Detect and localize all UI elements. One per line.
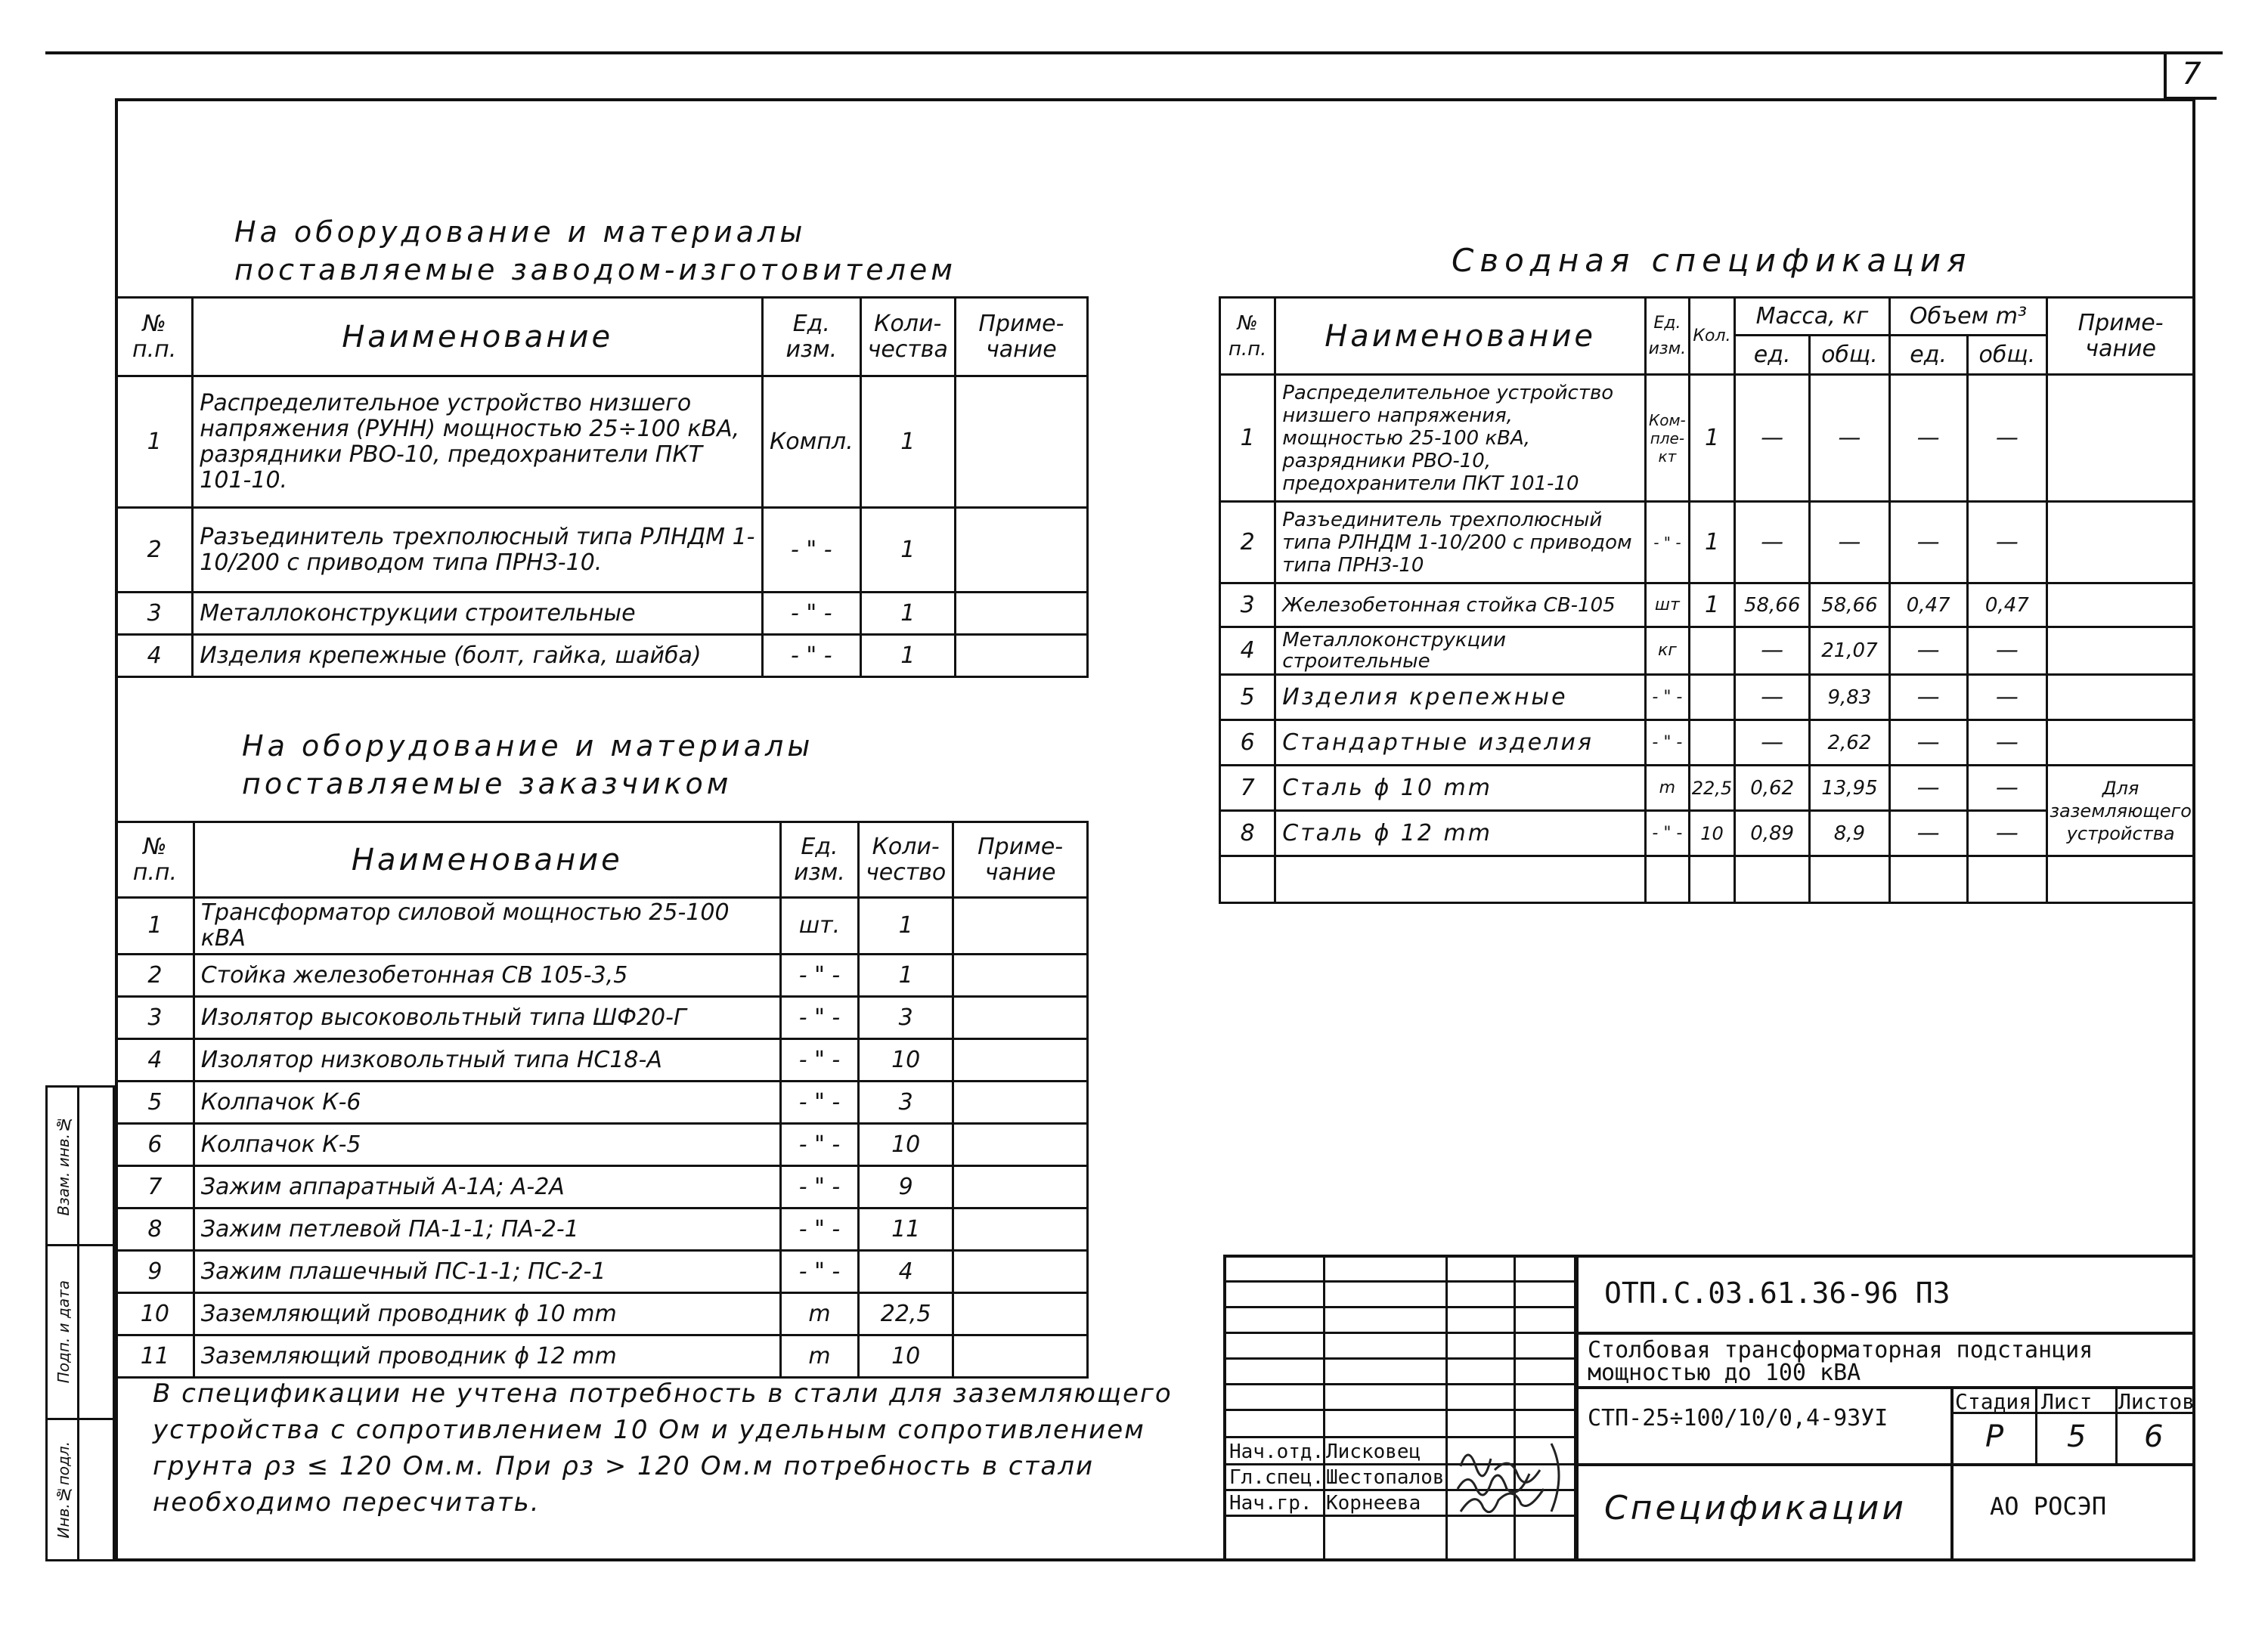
table-row bbox=[1220, 675, 2195, 720]
t1-col-qty: Коли- чества bbox=[860, 298, 955, 376]
t1-cell: 1 bbox=[860, 376, 955, 508]
t1-cell: 1 bbox=[860, 635, 955, 677]
inventory-cell-replace bbox=[48, 1088, 113, 1246]
t3-cell: 22,5 bbox=[1689, 766, 1734, 811]
tb-line bbox=[1576, 1386, 2195, 1389]
t1-cell: - " - bbox=[763, 593, 861, 635]
t1-cell: 1 bbox=[860, 508, 955, 593]
title-block bbox=[1223, 1255, 2195, 1561]
t3-col-mass-unit: ед. bbox=[1735, 336, 1810, 375]
tb-stage-value: Р bbox=[1985, 1419, 2004, 1454]
t3-cell: 7 bbox=[1220, 766, 1275, 811]
t3-cell: Стандартные изделия bbox=[1275, 720, 1646, 766]
table-row bbox=[116, 1335, 1088, 1378]
t2-cell: 10 bbox=[116, 1293, 194, 1335]
tb-divider bbox=[1576, 1258, 1579, 1561]
tb-line bbox=[1576, 1463, 2195, 1466]
t3-cell: — bbox=[1810, 502, 1890, 583]
t2-cell bbox=[953, 1208, 1088, 1251]
tb-stage-label: Стадия bbox=[1955, 1389, 2032, 1414]
t3-cell: - " - bbox=[1646, 675, 1690, 720]
t3-cell: 1 bbox=[1689, 502, 1734, 583]
t2-cell: Зажим петлевой ПА-1-1; ПА-2-1 bbox=[194, 1208, 780, 1251]
t2-cell: 1 bbox=[859, 955, 953, 997]
t3-cell: Разъединитель трехполюсный типа РЛНДМ 1-10/200 с приводом типа ПРНЗ-10 bbox=[1275, 502, 1646, 583]
t2-cell: Заземляющий проводник ϕ 12 mm bbox=[194, 1335, 780, 1378]
t2-cell bbox=[953, 997, 1088, 1039]
t2-cell bbox=[953, 1082, 1088, 1124]
tb-organization: АО РОСЭП bbox=[1990, 1492, 2107, 1521]
tb-signer-role-3: Нач.гр. bbox=[1229, 1492, 1312, 1515]
tb-line bbox=[2035, 1386, 2037, 1463]
t2-heading-line2: поставляемые заказчиком bbox=[242, 767, 733, 800]
t3-cell: — bbox=[1889, 720, 1967, 766]
t2-cell bbox=[953, 898, 1088, 955]
t2-cell: - " - bbox=[780, 1082, 858, 1124]
t2-cell: 10 bbox=[859, 1335, 953, 1378]
t3-col-name: Наименование bbox=[1275, 298, 1646, 375]
tb-signer-name-1: Лисковец bbox=[1326, 1441, 1421, 1463]
top-border-line bbox=[45, 51, 2223, 54]
t2-cell bbox=[953, 1251, 1088, 1293]
t1-cell: - " - bbox=[763, 508, 861, 593]
table-row-empty bbox=[1220, 856, 2195, 903]
t2-cell bbox=[953, 1124, 1088, 1166]
tb-sheet-label: Лист bbox=[2041, 1389, 2093, 1414]
t2-cell: 3 bbox=[859, 997, 953, 1039]
t2-cell: 11 bbox=[116, 1335, 194, 1378]
table-row bbox=[1220, 766, 2195, 811]
inventory-label-replace: Взам. инв.№ bbox=[54, 1116, 73, 1216]
tb-document-code: ОТП.С.03.61.36-96 ПЗ bbox=[1604, 1277, 1950, 1310]
t3-cell-note bbox=[2047, 675, 2195, 720]
t3-cell: — bbox=[1967, 675, 2047, 720]
table-row bbox=[116, 1208, 1088, 1251]
tb-title-line2: мощностью до 100 кВА bbox=[1588, 1360, 1861, 1386]
t3-cell: 0,62 bbox=[1735, 766, 1810, 811]
t2-cell: 9 bbox=[859, 1166, 953, 1208]
t3-cell: - " - bbox=[1646, 502, 1690, 583]
t3-cell bbox=[1689, 627, 1734, 675]
t2-cell: Стойка железобетонная СВ 105-3,5 bbox=[194, 955, 780, 997]
t3-cell: Ком- пле- кт bbox=[1646, 375, 1690, 502]
t2-cell: 1 bbox=[116, 898, 194, 955]
t3-col-vol-unit: ед. bbox=[1889, 336, 1967, 375]
tb-line bbox=[1226, 1409, 1576, 1411]
t2-cell: 1 bbox=[859, 898, 953, 955]
t2-cell: - " - bbox=[780, 1166, 858, 1208]
t1-header-row bbox=[116, 298, 1088, 376]
t3-cell: — bbox=[1967, 502, 2047, 583]
t2-cell bbox=[953, 1039, 1088, 1082]
t3-cell: Распределительное устройство низшего напряжения, мощностью 25-100 кВА, разрядники РВО-10, предохранители ПКТ 101-10 bbox=[1275, 375, 1646, 502]
tb-sheets-value: 6 bbox=[2144, 1419, 2164, 1454]
t3-cell: — bbox=[1735, 675, 1810, 720]
t2-cell: 22,5 bbox=[859, 1293, 953, 1335]
t2-cell: - " - bbox=[780, 1251, 858, 1293]
t3-cell-note bbox=[2047, 720, 2195, 766]
t3-cell: 3 bbox=[1220, 583, 1275, 627]
t2-cell: - " - bbox=[780, 997, 858, 1039]
t3-cell: - " - bbox=[1646, 720, 1690, 766]
t3-cell-note bbox=[2047, 375, 2195, 502]
tb-signer-role-1: Нач.отд. bbox=[1229, 1441, 1325, 1463]
t3-col-note: Приме- чание bbox=[2047, 298, 2195, 375]
t2-cell: 10 bbox=[859, 1124, 953, 1166]
t3-cell: 21,07 bbox=[1810, 627, 1890, 675]
t3-cell: 0,89 bbox=[1735, 811, 1810, 856]
t2-cell: Трансформатор силовой мощностью 25-100 кВА bbox=[194, 898, 780, 955]
signatures-image bbox=[1453, 1436, 1574, 1519]
table-row bbox=[116, 997, 1088, 1039]
t1-cell: 1 bbox=[116, 376, 193, 508]
t3-cell: — bbox=[1735, 375, 1810, 502]
t2-cell: - " - bbox=[780, 955, 858, 997]
inventory-label-sign: Подп. и дата bbox=[54, 1280, 73, 1384]
t3-cell: m bbox=[1646, 766, 1690, 811]
tb-sheet-value: 5 bbox=[2067, 1419, 2087, 1454]
t1-col-num: № п.п. bbox=[116, 298, 193, 376]
t2-table bbox=[115, 821, 1089, 1379]
tb-line bbox=[1226, 1306, 1576, 1308]
table-row bbox=[1220, 627, 2195, 675]
t1-cell: Распределительное устройство низшего напряжения (РУНН) мощностью 25÷100 кВА, разрядники РВО-10, предохранители ПКТ 101-10. bbox=[193, 376, 763, 508]
table-row bbox=[116, 593, 1088, 635]
t2-col-unit: Ед. изм. bbox=[780, 822, 858, 898]
t3-col-mass-total: общ. bbox=[1810, 336, 1890, 375]
tb-line bbox=[1576, 1332, 2195, 1335]
t2-cell: шт. bbox=[780, 898, 858, 955]
t3-cell: 5 bbox=[1220, 675, 1275, 720]
t3-cell: Металлоконструкции строительные bbox=[1275, 627, 1646, 675]
table-row bbox=[116, 635, 1088, 677]
t3-cell: 13,95 bbox=[1810, 766, 1890, 811]
t2-cell: Изолятор высоковольтный типа ШФ20-Г bbox=[194, 997, 780, 1039]
t1-cell: 2 bbox=[116, 508, 193, 593]
tb-title bbox=[1588, 1339, 2093, 1385]
t2-cell: 2 bbox=[116, 955, 194, 997]
table-row bbox=[116, 955, 1088, 997]
tb-line bbox=[1226, 1332, 1576, 1334]
table-row bbox=[1220, 502, 2195, 583]
t1-cell: Компл. bbox=[763, 376, 861, 508]
t2-cell bbox=[953, 1166, 1088, 1208]
t2-cell: 6 bbox=[116, 1124, 194, 1166]
t3-cell: 0,47 bbox=[1889, 583, 1967, 627]
t3-cell bbox=[1689, 675, 1734, 720]
t2-cell bbox=[953, 1335, 1088, 1378]
t2-cell: 9 bbox=[116, 1251, 194, 1293]
t3-cell: — bbox=[1967, 720, 2047, 766]
table-row bbox=[116, 1124, 1088, 1166]
t2-cell: 3 bbox=[859, 1082, 953, 1124]
t2-cell: 8 bbox=[116, 1208, 194, 1251]
tb-doc-name: Спецификации bbox=[1604, 1489, 1907, 1527]
t3-col-num: № п.п. bbox=[1220, 298, 1275, 375]
t2-cell: 7 bbox=[116, 1166, 194, 1208]
inventory-cell-sign bbox=[48, 1246, 113, 1420]
t3-cell: — bbox=[1889, 627, 1967, 675]
t1-cell: Изделия крепежные (болт, гайка, шайба) bbox=[193, 635, 763, 677]
t1-table bbox=[115, 296, 1089, 678]
t3-cell: 1 bbox=[1689, 375, 1734, 502]
t3-cell-note bbox=[2047, 627, 2195, 675]
table-row bbox=[1220, 583, 2195, 627]
t3-cell: — bbox=[1810, 375, 1890, 502]
t3-cell: — bbox=[1735, 720, 1810, 766]
t2-cell: Колпачок К-6 bbox=[194, 1082, 780, 1124]
t3-cell: 8 bbox=[1220, 811, 1275, 856]
table-row bbox=[116, 376, 1088, 508]
tb-title-line1: Столбовая трансформаторная подстанция bbox=[1588, 1337, 2093, 1363]
t2-col-note: Приме- чание bbox=[953, 822, 1088, 898]
t2-col-name: Наименование bbox=[194, 822, 780, 898]
sheet-number: 7 bbox=[2164, 51, 2217, 100]
t1-heading bbox=[234, 213, 956, 289]
t3-cell: 0,47 bbox=[1967, 583, 2047, 627]
tb-line bbox=[1226, 1357, 1576, 1360]
t2-cell: 4 bbox=[116, 1039, 194, 1082]
t3-cell-note bbox=[2047, 502, 2195, 583]
t3-cell: — bbox=[1967, 766, 2047, 811]
t2-cell: 11 bbox=[859, 1208, 953, 1251]
t3-cell: Сталь ϕ 12 mm bbox=[1275, 811, 1646, 856]
t3-cell: шт bbox=[1646, 583, 1690, 627]
t3-cell-note bbox=[2047, 583, 2195, 627]
t2-cell: 5 bbox=[116, 1082, 194, 1124]
t2-cell: m bbox=[780, 1293, 858, 1335]
t3-col-unit: Ед. изм. bbox=[1646, 298, 1690, 375]
t1-cell: Металлоконструкции строительные bbox=[193, 593, 763, 635]
table-row bbox=[116, 1039, 1088, 1082]
t3-cell: 2 bbox=[1220, 502, 1275, 583]
t2-cell: - " - bbox=[780, 1039, 858, 1082]
t3-heading: Сводная спецификация bbox=[1452, 242, 1972, 279]
table-row bbox=[116, 1166, 1088, 1208]
t2-cell: Изолятор низковольтный типа НС18-А bbox=[194, 1039, 780, 1082]
specification-note: В спецификации не учтена потребность в стали для заземляющего устройства с сопротивлением 10 Ом и удельным сопротивлением грунта ρз ≤ 120 Ом.м. При ρз > 120 Ом.м потребность в стали необходимо пересчитать. bbox=[153, 1379, 1173, 1518]
t1-col-name: Наименование bbox=[193, 298, 763, 376]
t2-cell: - " - bbox=[780, 1124, 858, 1166]
t2-heading bbox=[242, 727, 813, 803]
t3-cell: — bbox=[1967, 627, 2047, 675]
tb-model: СТП-25÷100/10/0,4-93УI bbox=[1588, 1405, 1888, 1431]
t3-cell: Сталь ϕ 10 mm bbox=[1275, 766, 1646, 811]
t2-col-qty: Коли- чество bbox=[859, 822, 953, 898]
table-row bbox=[116, 1251, 1088, 1293]
table-row bbox=[116, 508, 1088, 593]
t3-cell: 10 bbox=[1689, 811, 1734, 856]
t3-cell: 58,66 bbox=[1735, 583, 1810, 627]
t1-col-note: Приме- чание bbox=[955, 298, 1087, 376]
t3-cell: — bbox=[1889, 502, 1967, 583]
t1-cell: 3 bbox=[116, 593, 193, 635]
t2-cell bbox=[953, 955, 1088, 997]
t3-cell: 1 bbox=[1689, 583, 1734, 627]
t3-col-vol-total: общ. bbox=[1967, 336, 2047, 375]
t3-cell: 6 bbox=[1220, 720, 1275, 766]
t3-cell: — bbox=[1889, 675, 1967, 720]
t3-col-mass: Масса, кг bbox=[1735, 298, 1890, 336]
tb-line bbox=[1226, 1280, 1576, 1283]
t2-cell: - " - bbox=[780, 1208, 858, 1251]
t1-heading-line1: На оборудование и материалы bbox=[234, 215, 807, 249]
inventory-cell-original bbox=[48, 1420, 113, 1559]
inventory-stamp bbox=[45, 1085, 115, 1561]
t3-cell: — bbox=[1889, 811, 1967, 856]
t3-cell: кг bbox=[1646, 627, 1690, 675]
tb-signer-role-2: Гл.спец. bbox=[1229, 1466, 1325, 1489]
t3-cell: — bbox=[1735, 502, 1810, 583]
t3-cell: 8,9 bbox=[1810, 811, 1890, 856]
t3-cell: — bbox=[1967, 811, 2047, 856]
t2-cell: Заземляющий проводник ϕ 10 mm bbox=[194, 1293, 780, 1335]
t3-table bbox=[1219, 296, 2195, 904]
tb-signer-name-2: Шестопалов bbox=[1326, 1466, 1445, 1489]
t3-cell: - " - bbox=[1646, 811, 1690, 856]
tb-sheets-label: Листов bbox=[2118, 1389, 2195, 1414]
t3-col-qty: Кол. bbox=[1689, 298, 1734, 375]
t1-cell: Разъединитель трехполюсный типа РЛНДМ 1-10/200 с приводом типа ПРНЗ-10. bbox=[193, 508, 763, 593]
t3-cell bbox=[1689, 720, 1734, 766]
table-row bbox=[116, 898, 1088, 955]
table-row bbox=[1220, 720, 2195, 766]
t3-cell: 4 bbox=[1220, 627, 1275, 675]
t1-cell bbox=[955, 635, 1087, 677]
inventory-label-original: Инв.№подл. bbox=[54, 1441, 73, 1539]
t2-col-num: № п.п. bbox=[116, 822, 194, 898]
t2-cell bbox=[953, 1293, 1088, 1335]
t2-cell: Зажим аппаратный А-1А; А-2А bbox=[194, 1166, 780, 1208]
t2-header-row bbox=[116, 822, 1088, 898]
t3-cell: — bbox=[1889, 766, 1967, 811]
t2-cell: Зажим плашечный ПС-1-1; ПС-2-1 bbox=[194, 1251, 780, 1293]
t2-heading-line1: На оборудование и материалы bbox=[242, 729, 814, 763]
t3-cell: 58,66 bbox=[1810, 583, 1890, 627]
t2-cell: 3 bbox=[116, 997, 194, 1039]
table-row bbox=[1220, 375, 2195, 502]
t3-cell: 2,62 bbox=[1810, 720, 1890, 766]
t2-cell: 10 bbox=[859, 1039, 953, 1082]
t1-cell: - " - bbox=[763, 635, 861, 677]
t3-cell: 1 bbox=[1220, 375, 1275, 502]
tb-signer-name-3: Корнеева bbox=[1326, 1492, 1421, 1515]
t3-cell: — bbox=[1967, 375, 2047, 502]
t3-header-row1 bbox=[1220, 298, 2195, 336]
t1-col-unit: Ед. изм. bbox=[763, 298, 861, 376]
t2-cell: Колпачок К-5 bbox=[194, 1124, 780, 1166]
t3-cell: — bbox=[1889, 375, 1967, 502]
tb-line bbox=[2115, 1386, 2118, 1463]
t1-cell bbox=[955, 508, 1087, 593]
tb-line bbox=[1226, 1383, 1576, 1385]
t2-cell: 4 bbox=[859, 1251, 953, 1293]
t1-cell: 1 bbox=[860, 593, 955, 635]
t1-cell bbox=[955, 593, 1087, 635]
t3-col-volume: Объем m³ bbox=[1889, 298, 2046, 336]
t3-cell: — bbox=[1735, 627, 1810, 675]
t1-cell bbox=[955, 376, 1087, 508]
t3-cell: Изделия крепежные bbox=[1275, 675, 1646, 720]
t2-cell: m bbox=[780, 1335, 858, 1378]
t3-note-grounding: Для заземляющего устройства bbox=[2047, 766, 2195, 856]
t3-cell: Железобетонная стойка СВ-105 bbox=[1275, 583, 1646, 627]
t1-heading-line2: поставляемые заводом-изготовителем bbox=[234, 253, 956, 286]
table-row bbox=[116, 1293, 1088, 1335]
t3-cell: 9,83 bbox=[1810, 675, 1890, 720]
t1-cell: 4 bbox=[116, 635, 193, 677]
table-row bbox=[116, 1082, 1088, 1124]
